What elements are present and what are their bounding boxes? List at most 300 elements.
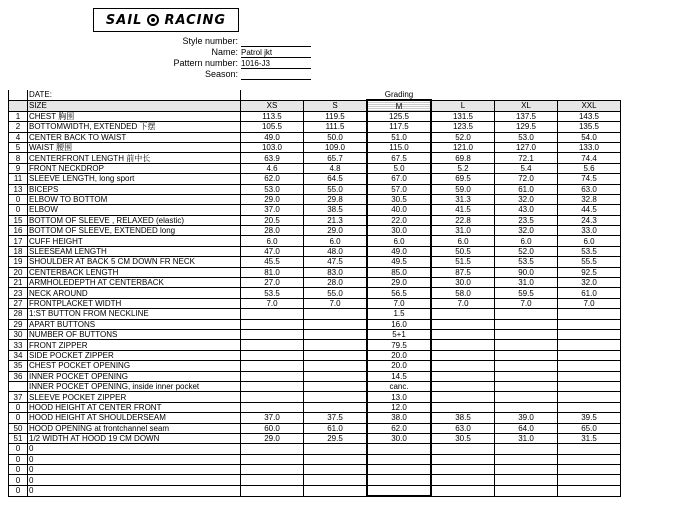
size-value [241,392,304,402]
table-row [9,142,621,152]
size-value: 79.5 [367,340,431,350]
row-number: 0 [9,444,28,454]
size-value [241,475,304,485]
measurement-name: CHEST POCKET OPENING [28,361,241,371]
row-number: 9 [9,163,28,173]
size-value: 55.0 [304,288,368,298]
size-value: 7.0 [304,298,368,308]
size-value: 32.8 [558,194,621,204]
measurement-name: BOTTOM OF SLEEVE , RELAXED (elastic) [28,215,241,225]
table-row [9,454,621,464]
size-value: 45.5 [241,257,304,267]
size-value: 52.0 [431,132,495,142]
size-value: 57.0 [367,184,431,194]
size-value: canc. [367,381,431,391]
size-value: 49.5 [367,257,431,267]
row-number: 16 [9,226,28,236]
size-value: 50.0 [304,132,368,142]
measurement-name: SHOULDER AT BACK 5 CM DOWN FR NECK [28,257,241,267]
measurement-name: SIDE POCKET ZIPPER [28,350,241,360]
row-number: 11 [9,174,28,184]
meta-row [160,58,311,69]
size-value: 39.0 [495,413,558,423]
size-value: 113.5 [241,111,304,121]
size-value: 30.0 [431,278,495,288]
measurement-name: ARMHOLEDEPTH AT CENTERBACK [28,278,241,288]
size-value [241,319,304,329]
size-value: 30.0 [367,226,431,236]
size-value [431,402,495,412]
size-value: 29.0 [367,278,431,288]
size-value [304,350,368,360]
row-number: 50 [9,423,28,433]
size-value: 49.0 [241,132,304,142]
table-row [9,381,621,391]
measurement-name: 1/2 WIDTH AT HOOD 19 CM DOWN [28,433,241,443]
size-value [558,361,621,371]
measurement-name: 0 [28,465,241,475]
size-value: 6.0 [558,236,621,246]
size-value: 29.8 [304,194,368,204]
size-header: XXL [558,100,621,111]
size-value [431,392,495,402]
row-number: 20 [9,267,28,277]
size-value: 33.0 [558,226,621,236]
table-row [9,288,621,298]
size-value [304,475,368,485]
table-row [9,433,621,443]
size-header: M [367,100,431,111]
size-value: 52.0 [495,246,558,256]
size-value [431,485,495,496]
size-value [431,319,495,329]
table-row [9,246,621,256]
size-value: 7.0 [558,298,621,308]
measurement-name: 0 [28,454,241,464]
row-number: 36 [9,371,28,381]
size-value: 115.0 [367,142,431,152]
size-value: 111.5 [304,122,368,132]
size-value [304,309,368,319]
size-value [304,402,368,412]
size-value [558,485,621,496]
table-row [9,392,621,402]
table-row [9,174,621,184]
size-value [558,402,621,412]
size-value [367,454,431,464]
row-number: 0 [9,454,28,464]
row-number: 27 [9,298,28,308]
logo-mark-icon [147,14,159,26]
size-value [241,371,304,381]
row-number: 0 [9,475,28,485]
size-value: 63.0 [431,423,495,433]
row-number: 2 [9,122,28,132]
size-value [495,475,558,485]
size-value: 4.6 [241,163,304,173]
size-value [495,392,558,402]
size-value: 12.0 [367,402,431,412]
meta-value [241,69,311,80]
size-value: 103.0 [241,142,304,152]
size-value [304,444,368,454]
measurement-name: FRONT ZIPPER [28,340,241,350]
size-value [431,371,495,381]
meta-value [241,36,311,47]
size-value: 32.0 [495,194,558,204]
size-value [558,381,621,391]
size-value: 27.0 [241,278,304,288]
table-row [9,236,621,246]
size-value [241,340,304,350]
size-value: 137.5 [495,111,558,121]
size-value: 64.5 [304,174,368,184]
row-number: 13 [9,184,28,194]
size-value: 127.0 [495,142,558,152]
size-value: 47.5 [304,257,368,267]
size-value [241,454,304,464]
table-row [9,485,621,496]
row-number [9,381,28,391]
row-number: 28 [9,309,28,319]
size-value: 53.5 [495,257,558,267]
table-row [9,163,621,173]
size-value: 87.5 [431,267,495,277]
size-value: 72.1 [495,153,558,163]
row-number: 30 [9,329,28,339]
size-header: XL [495,100,558,111]
size-value: 65.0 [558,423,621,433]
size-value: 129.5 [495,122,558,132]
size-value: 5.4 [495,163,558,173]
size-value: 6.0 [495,236,558,246]
size-value: 7.0 [241,298,304,308]
table-row [9,329,621,339]
size-value [367,485,431,496]
size-value: 133.0 [558,142,621,152]
size-value: 81.0 [241,267,304,277]
size-value [558,454,621,464]
size-value: 90.0 [495,267,558,277]
size-value [558,444,621,454]
size-value [304,392,368,402]
size-value: 117.5 [367,122,431,132]
size-value: 59.5 [495,288,558,298]
size-value: 24.3 [558,215,621,225]
measurement-name: INNER POCKET OPENING, inside inner pocket [28,381,241,391]
measurement-name: 1:ST BUTTON FROM NECKLINE [28,309,241,319]
size-value [304,329,368,339]
size-value: 31.3 [431,194,495,204]
size-value: 31.0 [431,226,495,236]
size-value [495,371,558,381]
measurement-name: BOTTOM OF SLEEVE, EXTENDED long [28,226,241,236]
table-row [9,402,621,412]
measurement-name: CUFF HEIGHT [28,236,241,246]
size-value: 20.0 [367,350,431,360]
size-header-row [9,100,621,111]
table-row [9,226,621,236]
size-value [241,361,304,371]
size-value: 1.5 [367,309,431,319]
size-value [558,329,621,339]
meta-row [160,47,311,58]
size-value [367,475,431,485]
size-value: 30.0 [367,433,431,443]
row-number: 35 [9,361,28,371]
size-value: 38.0 [367,413,431,423]
meta-row [160,36,311,47]
size-value: 40.0 [367,205,431,215]
table-row [9,475,621,485]
measurement-name: HOOD OPENING at frontchannel seam [28,423,241,433]
table-row [9,153,621,163]
size-value [304,340,368,350]
size-value [304,319,368,329]
size-value: 6.0 [431,236,495,246]
size-value [304,371,368,381]
measurement-name: INNER POCKET OPENING [28,371,241,381]
size-value [495,329,558,339]
size-value: 48.0 [304,246,368,256]
measurement-name: HOOD HEIGHT AT SHOULDERSEAM [28,413,241,423]
size-value: 7.0 [495,298,558,308]
size-value [495,454,558,464]
measurement-name: 0 [28,485,241,496]
size-value: 53.5 [558,246,621,256]
size-value [495,361,558,371]
table-row [9,205,621,215]
size-value [558,309,621,319]
measurement-name: WAIST 腰围 [28,142,241,152]
table-row [9,267,621,277]
row-number: 34 [9,350,28,360]
size-value: 69.5 [431,174,495,184]
row-number: 17 [9,236,28,246]
size-value: 37.5 [304,413,368,423]
size-value [558,392,621,402]
size-value: 21.3 [304,215,368,225]
size-value [241,309,304,319]
size-value: 41.5 [431,205,495,215]
row-number: 21 [9,278,28,288]
table-row [9,371,621,381]
cell [558,90,621,100]
row-number: 0 [9,402,28,412]
size-value [431,329,495,339]
size-value: 31.0 [495,278,558,288]
brand-logo [93,8,239,32]
size-value: 31.5 [558,433,621,443]
size-value: 38.5 [431,413,495,423]
size-value: 69.8 [431,153,495,163]
size-value: 6.0 [367,236,431,246]
size-value: 6.0 [241,236,304,246]
table-row [9,309,621,319]
size-value: 135.5 [558,122,621,132]
size-value: 37.0 [241,205,304,215]
table-row [9,184,621,194]
table-row [9,122,621,132]
size-value: 30.5 [431,433,495,443]
size-value [558,350,621,360]
row-number: 15 [9,215,28,225]
row-number: 1 [9,111,28,121]
size-value: 62.0 [241,174,304,184]
size-value: 131.5 [431,111,495,121]
measurement-name: NECK AROUND [28,288,241,298]
meta-label: Season: [204,69,238,79]
table-row [9,361,621,371]
size-value [431,340,495,350]
row-number: 29 [9,319,28,329]
size-value: 125.5 [367,111,431,121]
size-value [431,361,495,371]
size-value: 74.4 [558,153,621,163]
size-value: 61.0 [558,288,621,298]
size-value [495,465,558,475]
size-value [558,319,621,329]
table-row [9,423,621,433]
cell [495,90,558,100]
size-value [241,465,304,475]
size-value: 121.0 [431,142,495,152]
measurement-name: BICEPS [28,184,241,194]
size-value: 5.6 [558,163,621,173]
size-value: 83.0 [304,267,368,277]
size-value [495,381,558,391]
row-number: 23 [9,288,28,298]
meta-value: Patrol jkt [241,47,311,58]
table-row [9,278,621,288]
size-value: 29.0 [304,226,368,236]
size-value: 62.0 [367,423,431,433]
size-value: 29.5 [304,433,368,443]
size-value: 92.5 [558,267,621,277]
size-value: 16.0 [367,319,431,329]
size-value [495,402,558,412]
size-value [241,329,304,339]
size-value: 123.5 [431,122,495,132]
table-row [9,350,621,360]
size-value: 28.0 [241,226,304,236]
measurement-table [8,90,621,497]
logo-text-right: RACING [164,12,227,28]
size-value [304,485,368,496]
row-number: 51 [9,433,28,443]
size-value [431,350,495,360]
row-number: 37 [9,392,28,402]
measurement-name: NUMBER OF BUTTONS [28,329,241,339]
size-value [558,465,621,475]
size-value: 55.5 [558,257,621,267]
size-value [495,485,558,496]
size-header: L [431,100,495,111]
size-value [495,340,558,350]
size-value: 53.5 [241,288,304,298]
size-value: 51.5 [431,257,495,267]
table-row [9,215,621,225]
size-value: 20.0 [367,361,431,371]
size-value: 5+1 [367,329,431,339]
row-number: 0 [9,413,28,423]
size-value: 61.0 [495,184,558,194]
size-value: 67.0 [367,174,431,184]
size-value: 6.0 [304,236,368,246]
meta-value: 1016-J3 [241,58,311,69]
size-value: 29.0 [241,194,304,204]
row-number: 19 [9,257,28,267]
row-number: 18 [9,246,28,256]
size-value: 105.5 [241,122,304,132]
measurement-name: ELBOW TO BOTTOM [28,194,241,204]
size-value: 74.5 [558,174,621,184]
size-value: 20.5 [241,215,304,225]
measurement-name: CENTERBACK LENGTH [28,267,241,277]
measurement-name: SLEESEAM LENGTH [28,246,241,256]
size-value: 143.5 [558,111,621,121]
row-number: 0 [9,465,28,475]
size-label: SIZE [28,100,241,111]
size-value [431,454,495,464]
size-value [431,309,495,319]
size-value: 50.5 [431,246,495,256]
cell [241,90,304,100]
measurement-name: CENTER BACK TO WAIST [28,132,241,142]
size-value: 72.0 [495,174,558,184]
table-row [9,257,621,267]
size-value: 119.5 [304,111,368,121]
size-value: 4.8 [304,163,368,173]
size-header: S [304,100,368,111]
size-value: 56.5 [367,288,431,298]
size-value [304,454,368,464]
measurement-name: HOOD HEIGHT AT CENTER FRONT [28,402,241,412]
size-value: 61.0 [304,423,368,433]
size-value: 65.7 [304,153,368,163]
table-row [9,444,621,454]
date-row [9,90,621,100]
date-label: DATE: [28,90,241,100]
size-value: 109.0 [304,142,368,152]
size-value: 30.5 [367,194,431,204]
size-value: 54.0 [558,132,621,142]
size-value [367,444,431,454]
size-value [241,444,304,454]
meta-row [160,69,311,80]
size-value [431,475,495,485]
size-value: 37.0 [241,413,304,423]
size-value [241,402,304,412]
row-number: 0 [9,485,28,496]
measurement-name: FRONT NECKDROP [28,163,241,173]
measurement-name: SLEEVE LENGTH, long sport [28,174,241,184]
size-value [495,444,558,454]
size-value [367,465,431,475]
row-number: 33 [9,340,28,350]
size-value: 5.2 [431,163,495,173]
size-header: XS [241,100,304,111]
size-value: 23.5 [495,215,558,225]
size-value [558,340,621,350]
table-row [9,340,621,350]
table-row [9,132,621,142]
row-number: 0 [9,194,28,204]
size-value [558,371,621,381]
cell [9,90,28,100]
size-value [495,319,558,329]
cell [304,90,368,100]
